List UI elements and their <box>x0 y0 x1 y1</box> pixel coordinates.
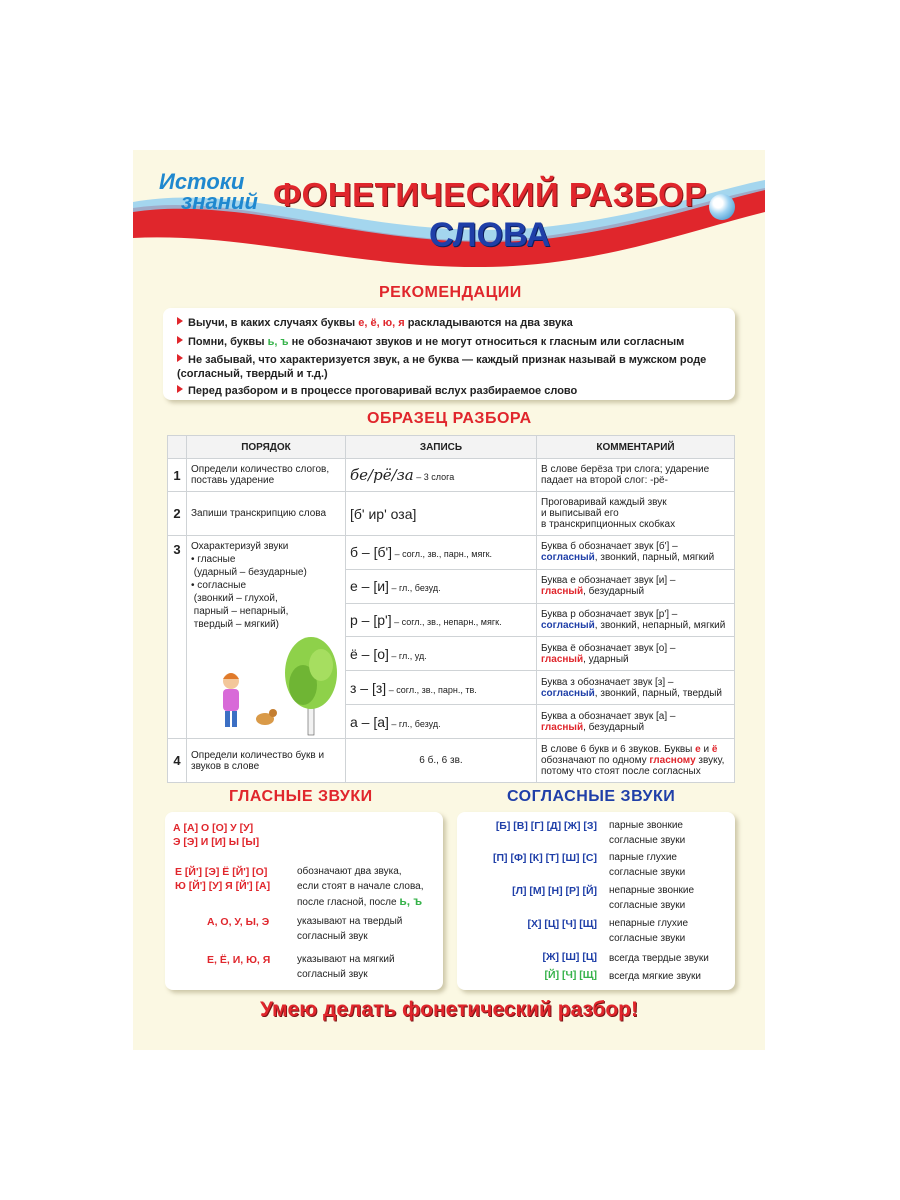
bullet-triangle-icon <box>177 354 183 362</box>
slogan: Умею делать фонетический разбор! <box>260 998 638 1021</box>
recommendation-item: Не забывай, что характеризуется звук, а не буква — каждый признак называй в мужском роде (согласный, твердый и т.д.) <box>177 354 707 380</box>
header <box>133 150 765 285</box>
recommendation-item: Выучи, в каких случаях буквы е, ё, ю, я раскладываются на два звука <box>177 316 573 330</box>
table-row: ё – [о] – гл., уд. Буква ё обозначает звук [о] – гласный, ударный <box>168 637 735 671</box>
recommendations-title: РЕКОМЕНДАЦИИ <box>379 284 522 301</box>
table-row: а – [а] – гл., безуд. Буква а обозначает звук [а] – гласный, безударный <box>168 705 735 739</box>
recommendations-card <box>163 308 735 400</box>
table-row: з – [з] – согл., зв., парн., тв. Буква з обозначает звук [з] – согласный, звонкий, парный, твердый <box>168 671 735 705</box>
title-line1: ФОНЕТИЧЕСКИЙ РАЗБОР <box>273 176 707 213</box>
bubble-icon <box>709 194 735 220</box>
recommendation-item: Перед разбором и в процессе проговаривай вслух разбираемое слово <box>177 384 577 398</box>
poster <box>133 150 765 1050</box>
table-row: 4 Определи количество букв и звуков в слове 6 б., 6 зв. В слове 6 букв и 6 звуков. Буквы е и ё обозначают по одному гласному звуку, потому что стоят после согласных <box>168 739 735 783</box>
birch-and-child-illustration <box>191 633 341 738</box>
col-header-order: ПОРЯДОК <box>187 436 346 459</box>
table-row: р – [р'] – согл., зв., непарн., мягк. Буква р обозначает звук [р'] – согласный, звонкий, непарный, мягкий <box>168 603 735 637</box>
col-header-record: ЗАПИСЬ <box>346 436 537 459</box>
consonants-title: СОГЛАСНЫЕ ЗВУКИ <box>507 788 676 805</box>
sample-table <box>167 435 735 783</box>
sample-title: ОБРАЗЕЦ РАЗБОРА <box>367 410 532 427</box>
table-row: 3 Охарактеризуй звуки • гласные (ударный – безударные) • согласные (звонкий – глухой, парный – непарный, твердый – мягкий) б – [б'] – согл., зв., парн., мягк. Буква б обозначает звук [б'] – согласный, звонкий, парный, мягкий <box>168 536 735 570</box>
bullet-triangle-icon <box>177 336 183 344</box>
vowels-card: А [А] О [О] У [У] Э [Э] И [И] Ы [Ы] Е [Й'] [Э] Ё [Й'] [О] Ю [Й'] [У] Я [Й'] [А] обозначают два звука, если стоят в начале слова, после гласной, после ь, ъ А, О, У, Ы, Э указывают на твердый согласный звук Е, Ё, И, Ю, Я указывают на мягкий согласный звук <box>165 812 443 990</box>
recommendation-item: Помни, буквы ь, ъ не обозначают звуков и не могут относиться к гласным или согласным <box>177 335 684 349</box>
consonants-card: [Б] [В] [Г] [Д] [Ж] [З] парные звонкие согласные звуки [П] [Ф] [К] [Т] [Ш] [С] парные глухие согласные звуки [Л] [М] [Н] [Р] [Й] непарные звонкие согласные звуки [Х] [Ц] [Ч] [Щ] непарные глухие согласные звуки [Ж] [Ш] [Ц] всегда твердые звуки [Й] [Ч] [Щ] всегда мягкие звуки <box>457 812 735 990</box>
table-row: е – [и] – гл., безуд. Буква е обозначает звук [и] – гласный, безударный <box>168 569 735 603</box>
title-line2: СЛОВА <box>429 216 551 254</box>
vowels-title: ГЛАСНЫЕ ЗВУКИ <box>229 788 373 805</box>
bullet-triangle-icon <box>177 385 183 393</box>
table-row: 1 Определи количество слогов, поставь ударение бе/рё/за – 3 слога В слове берёза три слога; ударение падает на второй слог: -рё- <box>168 459 735 492</box>
table-row: 2 Запиши транскрипцию слова [б' ир' оза] Проговаривай каждый звук и выписывай его в транскрипционных скобках <box>168 492 735 536</box>
bullet-triangle-icon <box>177 317 183 325</box>
publisher-logo: Истоки знаний <box>159 169 258 214</box>
col-header-comment: КОММЕНТАРИЙ <box>537 436 735 459</box>
